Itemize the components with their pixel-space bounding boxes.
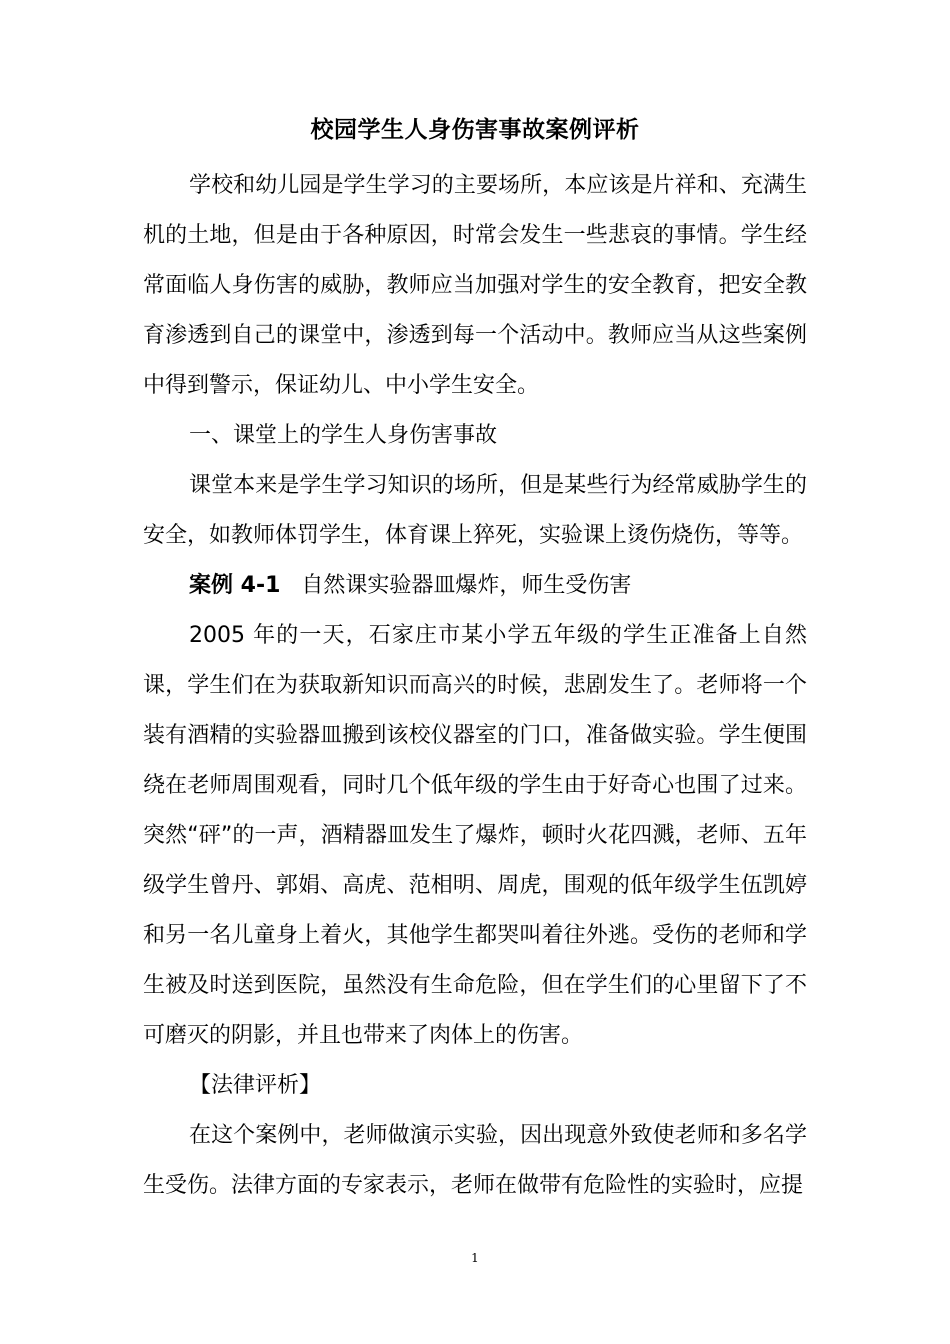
legal-analysis-paragraph: 在这个案例中，老师做演示实验，因出现意外致使老师和多名学生受伤。法律方面的专家表示，老师在做带有危险性的实验时，应提 [143,1123,807,1198]
section-paragraph: 课堂本来是学生学习知识的场所，但是某些行为经常威胁学生的安全，如教师体罚学生，体育课上猝死，实验课上烫伤烧伤，等等。 [143,473,807,548]
section-heading: 一、课堂上的学生人身伤害事故 [189,423,498,448]
intro-paragraph: 学校和幼儿园是学生学习的主要场所，本应该是片祥和、充满生机的土地，但是由于各种原因，时常会发生一些悲哀的事情。学生经常面临人身伤害的威胁，教师应当加强对学生的安全教育，把安全教育渗透到自己的课堂中，渗透到每一个活动中。教师应当从这些案例中得到警示，保证幼儿、中小学生安全。 [143,173,807,398]
case-heading [143,561,807,611]
case-title: 自然课实验器皿爆炸，师生受伤害 [301,573,632,598]
legal-analysis-heading: 【法律评析】 [189,1073,322,1098]
case-paragraph: 2005 年的一天，石家庄市某小学五年级的学生正准备上自然课，学生们在为获取新知识而高兴的时候，悲剧发生了。老师将一个装有酒精的实验器皿搬到该校仪器室的门口，准备做实验。学生便围绕在老师周围观看，同时几个低年级的学生由于好奇心也围了过来。突然“砰”的一声，酒精器皿发生了爆炸，顿时火花四溅，老师、五年级学生曾丹、郭娟、高虎、范相明、周虎，围观的低年级学生伍凯婷和另一名儿童身上着火，其他学生都哭叫着往外逃。受伤的老师和学生被及时送到医院，虽然没有生命危险，但在学生们的心里留下了不可磨灭的阴影，并且也带来了肉体上的伤害。 [143,623,807,1048]
document-body [143,161,807,1211]
page-number: 1 [471,1251,479,1265]
case-label: 案例 4-1 [189,573,281,598]
document-title: 校园学生人身伤害事故案例评析 [310,117,640,143]
